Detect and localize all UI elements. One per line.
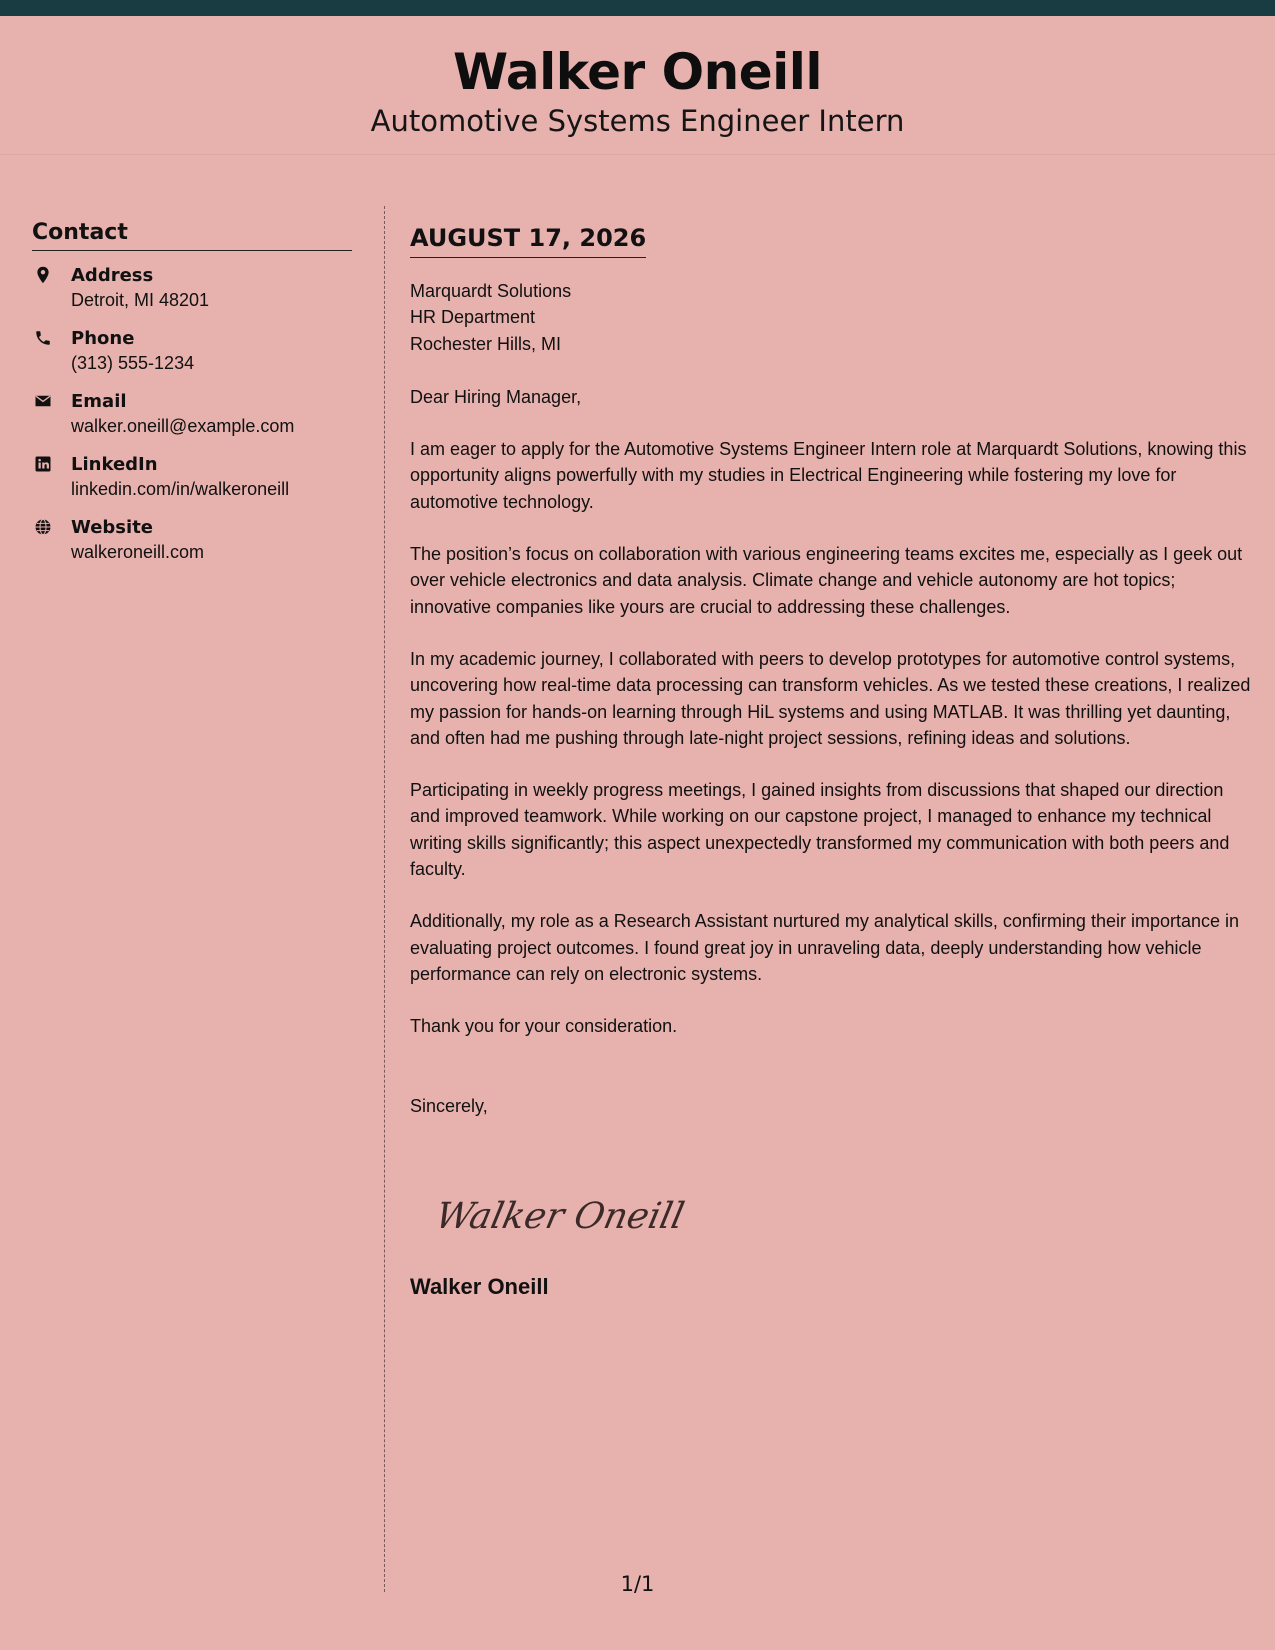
map-pin-icon (34, 266, 52, 284)
contact-value: walkeroneill.com (71, 542, 205, 562)
closing-line: Thank you for your consideration. (410, 1016, 678, 1037)
phone-icon (34, 329, 52, 347)
contact-email (32, 389, 352, 439)
body-paragraph: Participating in weekly progress meetings, I gained insights from discussions that shaped our direction and improved teamwork. While working on our capstone project, I managed to enhance my technical writing skills significantly; this aspect unexpectedly transformed my communication with both peers and faculty. (410, 780, 1230, 880)
contact-label: LinkedIn (71, 454, 158, 475)
contact-sidebar (32, 218, 352, 565)
contact-heading: Contact (32, 218, 352, 251)
applicant-role: Automotive Systems Engineer Intern (370, 104, 905, 138)
body-paragraph: Additionally, my role as a Research Assistant nurtured my analytical skills, confirming their importance in evaluating project outcomes. I found great joy in unraveling data, deeply understanding how vehicle performance can rely on electronic systems. (410, 911, 1240, 984)
contact-label: Website (71, 517, 154, 538)
column-divider (384, 206, 385, 1592)
contact-label: Phone (71, 328, 135, 349)
linkedin-icon (34, 455, 52, 473)
body-paragraph: In my academic journey, I collaborated with peers to develop prototypes for automotive control systems, uncovering how real-time data processing can transform vehicles. As we tested these creations, I realized my passion for hands-on learning through HiL systems and using MATLAB. It was thrilling yet daunting, and often had me pushing through late-night project sessions, refining ideas and solutions. (410, 648, 1251, 748)
contact-value: linkedin.com/in/walkeroneill (71, 479, 290, 499)
handwritten-signature (430, 1180, 689, 1250)
contact-label: Email (71, 391, 127, 412)
envelope-icon (34, 392, 52, 410)
contact-value: (313) 555-1234 (71, 353, 195, 373)
letter-date: AUGUST 17, 2026 (410, 220, 646, 258)
salutation: Dear Hiring Manager, (410, 386, 582, 407)
recipient-block (410, 278, 1252, 357)
signature-text: Walker Oneill (431, 1194, 689, 1237)
recipient-company: Marquardt Solutions (410, 281, 572, 301)
contact-linkedin (32, 452, 352, 502)
signoff: Sincerely, (410, 1095, 488, 1116)
contact-value: Detroit, MI 48201 (71, 290, 210, 310)
contact-website (32, 515, 352, 565)
letter-body (410, 220, 1252, 1119)
signer-name: Walker Oneill (410, 1274, 549, 1299)
globe-icon (34, 518, 52, 536)
body-paragraph: The position’s focus on collaboration with various engineering teams excites me, especially as I geek out over vehicle electronics and data analysis. Climate change and vehicle autonomy are hot topics; innovative companies like yours are crucial to addressing these challenges. (410, 544, 1243, 617)
applicant-name: Walker Oneill (452, 43, 823, 101)
contact-address (32, 263, 352, 313)
recipient-location: Rochester Hills, MI (410, 333, 562, 354)
recipient-department: HR Department (410, 307, 536, 328)
contact-phone (32, 326, 352, 376)
contact-value: walker.oneill@example.com (71, 416, 295, 436)
body-paragraph: I am eager to apply for the Automotive Systems Engineer Intern role at Marquardt Solutions, knowing this opportunity aligns powerfully with my studies in Electrical Engineering while fostering my love for automotive technology. (410, 439, 1247, 512)
page-indicator: 1/1 (620, 1572, 655, 1596)
top-accent-bar (0, 0, 1275, 16)
header (0, 16, 1275, 155)
contact-label: Address (71, 265, 154, 286)
